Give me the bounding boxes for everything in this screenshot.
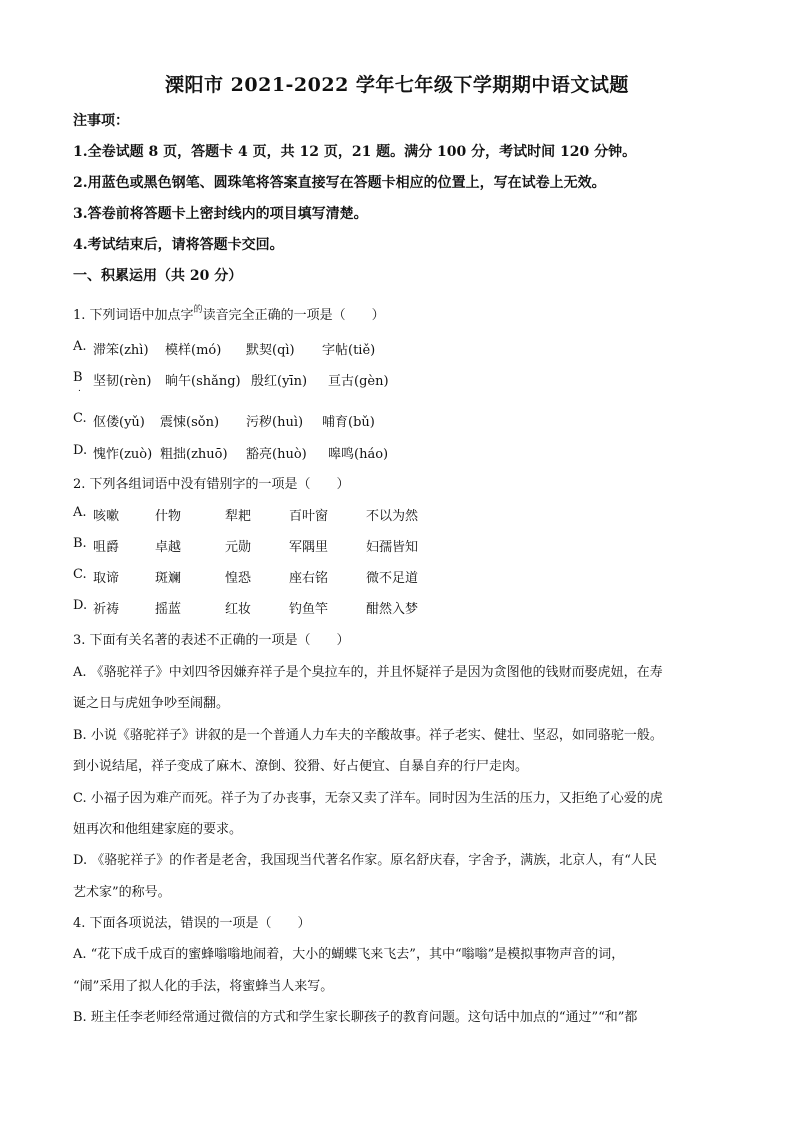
section-heading: 一、积累运用（共 20 分） [73, 268, 243, 284]
option-word: 微不足道 [366, 571, 419, 586]
option-label: A. [73, 339, 87, 354]
option-word: 字帖(tiě) [322, 343, 376, 358]
q3-text-line: 艺术家”的称号。 [73, 885, 171, 900]
option-word: 犁耙 [225, 509, 252, 524]
q3-text-line: C. 小福子因为难产而死。祥子为了办丧事，无奈又卖了洋车。同时因为生活的压力，又拒绝了心爱的虎 [73, 791, 663, 806]
option-word: 座右铭 [289, 571, 329, 586]
notice-item: 3.答卷前将答题卡上密封线内的项目填写清楚。 [73, 206, 368, 222]
option-word: 嗥鸣(háo) [328, 447, 389, 462]
option-label: A. [73, 505, 87, 520]
option-word: 斑斓 [155, 571, 182, 586]
option-word: 卓越 [155, 540, 182, 555]
option-word: 殷红(yīn) [251, 374, 308, 389]
option-word: 红妆 [225, 602, 252, 617]
option-word: 酣然入梦 [366, 602, 419, 617]
option-word: 百叶窗 [289, 509, 329, 524]
option-word: 咳嗽 [93, 509, 120, 524]
emphasis-dot-mark: 的 [193, 305, 203, 315]
option-word: 粗拙(zhuō) [160, 447, 228, 462]
question-1-stem [73, 304, 385, 323]
question-2-stem: 2. 下列各组词语中没有错别字的一项是（ ） [73, 477, 350, 492]
q3-text-line: 妞再次和他组建家庭的要求。 [73, 822, 243, 837]
option-word: 滞笨(zhì) [93, 343, 149, 358]
option-word: 污秽(huì) [246, 415, 304, 430]
page-title: 溧阳市 2021-2022 学年七年级下学期期中语文试题 [165, 74, 629, 96]
q4-text-line: B. 班主任李老师经常通过微信的方式和学生家长聊孩子的教育问题。这句话中加点的“通过”“和”都 [73, 1010, 638, 1025]
option-word: 震悚(sǒn) [160, 415, 220, 430]
option-label: D. [73, 443, 88, 458]
option-word: 模样(mó) [165, 343, 222, 358]
option-word: 坚韧(rèn) [93, 374, 152, 389]
q4-text-line: A. “花下成千成百的蜜蜂嗡嗡地闹着，大小的蝴蝶飞来飞去”，其中“嗡嗡”是模拟事物声音的词， [73, 947, 625, 962]
notice-item: 4.考试结束后，请将答题卡交回。 [73, 237, 284, 253]
q3-text-line: A. 《骆驼祥子》中刘四爷因嫌弃祥子是个臭拉车的，并且怀疑祥子是因为贪图他的钱财而娶虎妞，在寿 [73, 665, 663, 680]
q3-text-line: B. 小说《骆驼祥子》讲叙的是一个普通人力车夫的辛酸故事。祥子老实、健壮、坚忍，如同骆驼一般。 [73, 728, 663, 743]
option-word: 伛偻(yǔ) [93, 415, 145, 430]
option-word: 默契(qì) [246, 343, 295, 358]
option-word: 祈祷 [93, 602, 120, 617]
notice-heading: 注事项： [73, 113, 129, 129]
q3-text-line: 诞之日与虎妞争吵至闹翻。 [73, 696, 230, 711]
notice-item: 2.用蓝色或黑色钢笔、圆珠笔将答案直接写在答题卡相应的位置上，写在试卷上无效。 [73, 175, 606, 191]
option-word: 愧怍(zuò) [93, 447, 153, 462]
q4-text-line: “闹”采用了拟人化的手法，将蜜蜂当人来写。 [73, 979, 334, 994]
option-word: 摇蓝 [155, 602, 182, 617]
option-label: B. [73, 536, 87, 551]
option-label-dot: . [78, 384, 81, 394]
notice-item: 1.全卷试题 8 页，答题卡 4 页，共 12 页，21 题。满分 100 分，考试时间 120 分钟。 [73, 144, 637, 160]
option-word: 亘古(gèn) [328, 374, 389, 389]
q3-text-line: D. 《骆驼祥子》的作者是老舍，我国现当代著名作家。原名舒庆春，字舍予，满族，北京人，有“人民 [73, 853, 657, 868]
q3-text-line: 到小说结尾，祥子变成了麻木、潦倒、狡猾、好占便宜、自暴自弃的行尸走肉。 [73, 759, 529, 774]
question-stem-part: 读音完全正确的一项是（ ） [202, 308, 385, 323]
option-label: B [73, 370, 83, 385]
option-label: D. [73, 598, 88, 613]
option-word: 元勋 [225, 540, 252, 555]
option-word: 惶恐 [225, 571, 252, 586]
option-word: 军隅里 [289, 540, 329, 555]
option-word: 哺育(bǔ) [322, 415, 375, 430]
option-word: 钓鱼竿 [289, 602, 329, 617]
option-label: C. [73, 567, 87, 582]
question-4-stem: 4. 下面各项说法，错误的一项是（ ） [73, 916, 311, 931]
question-3-stem: 3. 下面有关名著的表述不正确的一项是（ ） [73, 633, 350, 648]
option-word: 豁亮(huò) [246, 447, 307, 462]
option-label: C. [73, 411, 87, 426]
option-word: 不以为然 [366, 509, 419, 524]
question-stem-part: 1. 下列词语中加点字 [73, 308, 194, 323]
option-word: 什物 [155, 509, 182, 524]
option-word: 晌午(shǎng) [165, 374, 241, 389]
option-word: 妇孺皆知 [366, 540, 419, 555]
option-word: 咀爵 [93, 540, 120, 555]
option-word: 取谛 [93, 571, 120, 586]
